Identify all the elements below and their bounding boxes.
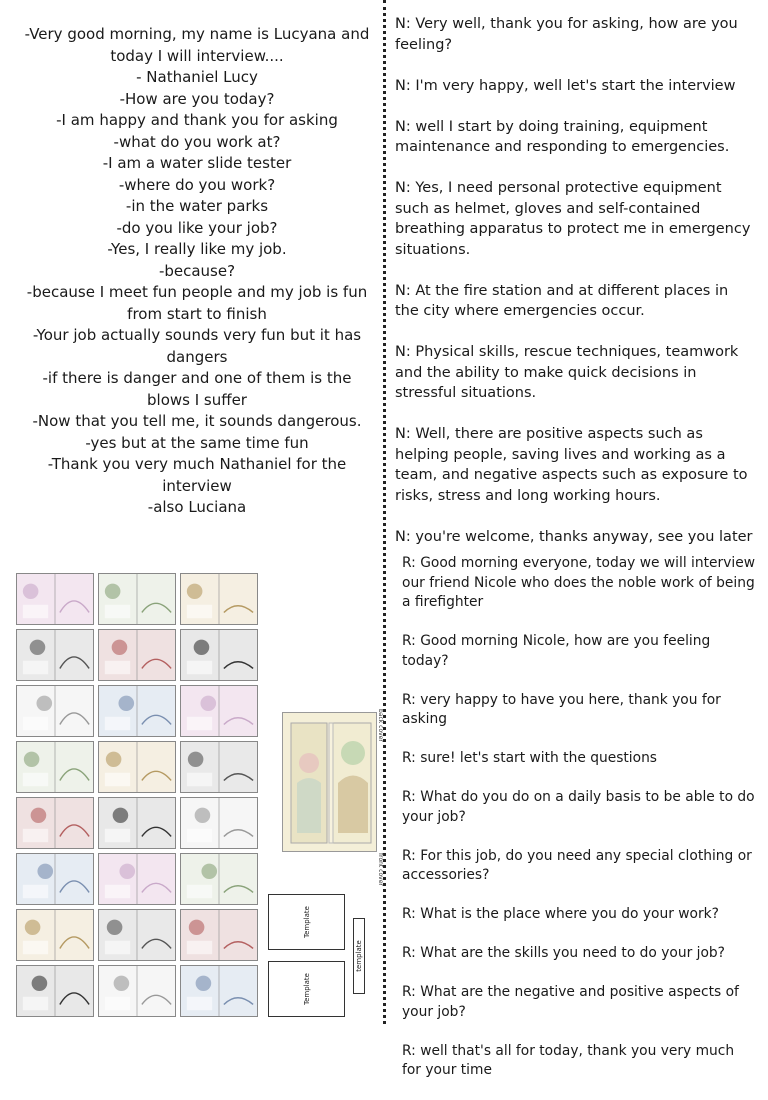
interview-line: -yes but at the same time fun xyxy=(85,433,309,452)
manga-panel-thumbnail xyxy=(180,853,258,905)
spine-template-box xyxy=(353,918,365,994)
manga-panel-thumbnail xyxy=(16,965,94,1017)
n-answers xyxy=(395,14,755,568)
book-cover-template xyxy=(282,712,377,852)
manga-panel-thumbnail xyxy=(180,629,258,681)
manga-panel-thumbnail xyxy=(16,629,94,681)
question-paragraph: R: sure! let's start with the questions xyxy=(402,750,657,766)
manga-panel-thumbnail xyxy=(98,853,176,905)
interview-line: - Nathaniel Lucy xyxy=(136,68,258,86)
question-paragraph: R: For this job, do you need any special clothing or accessories? xyxy=(402,847,752,883)
template-label: Template xyxy=(302,973,311,1005)
answer-paragraph: N: At the fire station and at different places in the city where emergencies occur. xyxy=(395,282,729,319)
manga-panel-thumbnail xyxy=(98,685,176,737)
interview-line: -How are you today? xyxy=(119,89,275,108)
answer-paragraph: N: you're welcome, thanks anyway, see you later xyxy=(395,528,753,545)
template-box xyxy=(268,961,345,1017)
question-paragraph: R: What are the negative and positive aspects of your job? xyxy=(402,984,739,1020)
question-paragraph: R: Good morning everyone, today we will interview our friend Nicole who does the noble work of being a firefighter xyxy=(402,555,755,610)
manga-panel-thumbnail xyxy=(98,797,176,849)
manga-panel-thumbnail xyxy=(16,741,94,793)
interview-line: -if there is danger and one of them is the blows I suffer xyxy=(42,369,352,409)
manga-panel-thumbnail xyxy=(180,797,258,849)
interview-line: -what do you work at? xyxy=(113,132,281,151)
manga-panel-thumbnail xyxy=(98,965,176,1017)
interview-line: -in the water parks xyxy=(125,197,269,215)
interview-line: -Very good morning, my name is Lucyana and today I will interview.... xyxy=(24,25,370,65)
interview-line: -I am happy and thank you for asking xyxy=(56,111,338,129)
r-questions xyxy=(402,554,757,1100)
front-cover-label: front cover xyxy=(377,853,384,886)
manga-panel-thumbnail xyxy=(98,629,176,681)
interview-line: -also Luciana xyxy=(147,498,247,516)
manga-panel-thumbnail xyxy=(180,573,258,625)
interview-line: -I am a water slide tester xyxy=(102,154,292,172)
manga-panel-thumbnail xyxy=(16,573,94,625)
manga-panel-thumbnail xyxy=(16,909,94,961)
manga-panel-thumbnail xyxy=(16,853,94,905)
manga-panel-thumbnail xyxy=(98,909,176,961)
interview-line: -because I meet fun people and my job is fun from start to finish xyxy=(26,283,368,323)
manga-panel-thumbnail xyxy=(180,909,258,961)
template-label: template xyxy=(355,940,363,972)
template-box xyxy=(268,894,345,950)
manga-panel-thumbnail xyxy=(180,741,258,793)
question-paragraph: R: What do you do on a daily basis to be able to do your job? xyxy=(402,789,755,825)
question-paragraph: R: well that's all for today, thank you very much for your time xyxy=(402,1042,735,1078)
manga-panel-thumbnail xyxy=(98,573,176,625)
question-paragraph: R: very happy to have you here, thank you for asking xyxy=(402,691,721,727)
answer-paragraph: N: I'm very happy, well let's start the interview xyxy=(395,77,736,94)
back-cover-label: back cover xyxy=(377,709,384,742)
manga-panel-thumbnail xyxy=(98,741,176,793)
question-paragraph: R: What is the place where you do your work? xyxy=(402,906,719,922)
left-interview xyxy=(22,24,372,519)
interview-line: -Thank you very much Nathaniel for the interview xyxy=(47,455,347,495)
template-label: Template xyxy=(302,906,311,938)
question-paragraph: R: What are the skills you need to do your job? xyxy=(402,945,725,961)
manga-panel-thumbnail xyxy=(16,797,94,849)
interview-line: -Now that you tell me, it sounds dangerous. xyxy=(32,412,362,430)
answer-paragraph: N: Yes, I need personal protective equipment such as helmet, gloves and self-contained breathing apparatus to protect me in emergency situations. xyxy=(395,180,751,258)
cover-art xyxy=(283,713,378,853)
question-paragraph: R: Good morning Nicole, how are you feeling today? xyxy=(402,633,711,669)
manga-panel-thumbnail xyxy=(16,685,94,737)
interview-line: -do you like your job? xyxy=(116,218,278,237)
interview-line: -Yes, I really like my job. xyxy=(107,240,287,258)
manga-panel-thumbnail xyxy=(180,685,258,737)
answer-paragraph: N: Very well, thank you for asking, how are you feeling? xyxy=(395,16,738,53)
interview-line: -Your job actually sounds very fun but it has dangers xyxy=(32,326,362,366)
interview-line: -where do you work? xyxy=(118,175,276,194)
answer-paragraph: N: well I start by doing training, equipment maintenance and responding to emergencies. xyxy=(395,118,730,155)
answer-paragraph: N: Physical skills, rescue techniques, teamwork and the ability to make quick decisions in stressful situations. xyxy=(395,344,739,401)
answer-paragraph: N: Well, there are positive aspects such as helping people, saving lives and working as a team, and negative aspects such as exposure to risks, stress and long working hours. xyxy=(395,426,748,504)
manga-panel-thumbnail xyxy=(180,965,258,1017)
manga-template-collage xyxy=(14,571,384,1021)
interview-line: -because? xyxy=(158,261,236,280)
